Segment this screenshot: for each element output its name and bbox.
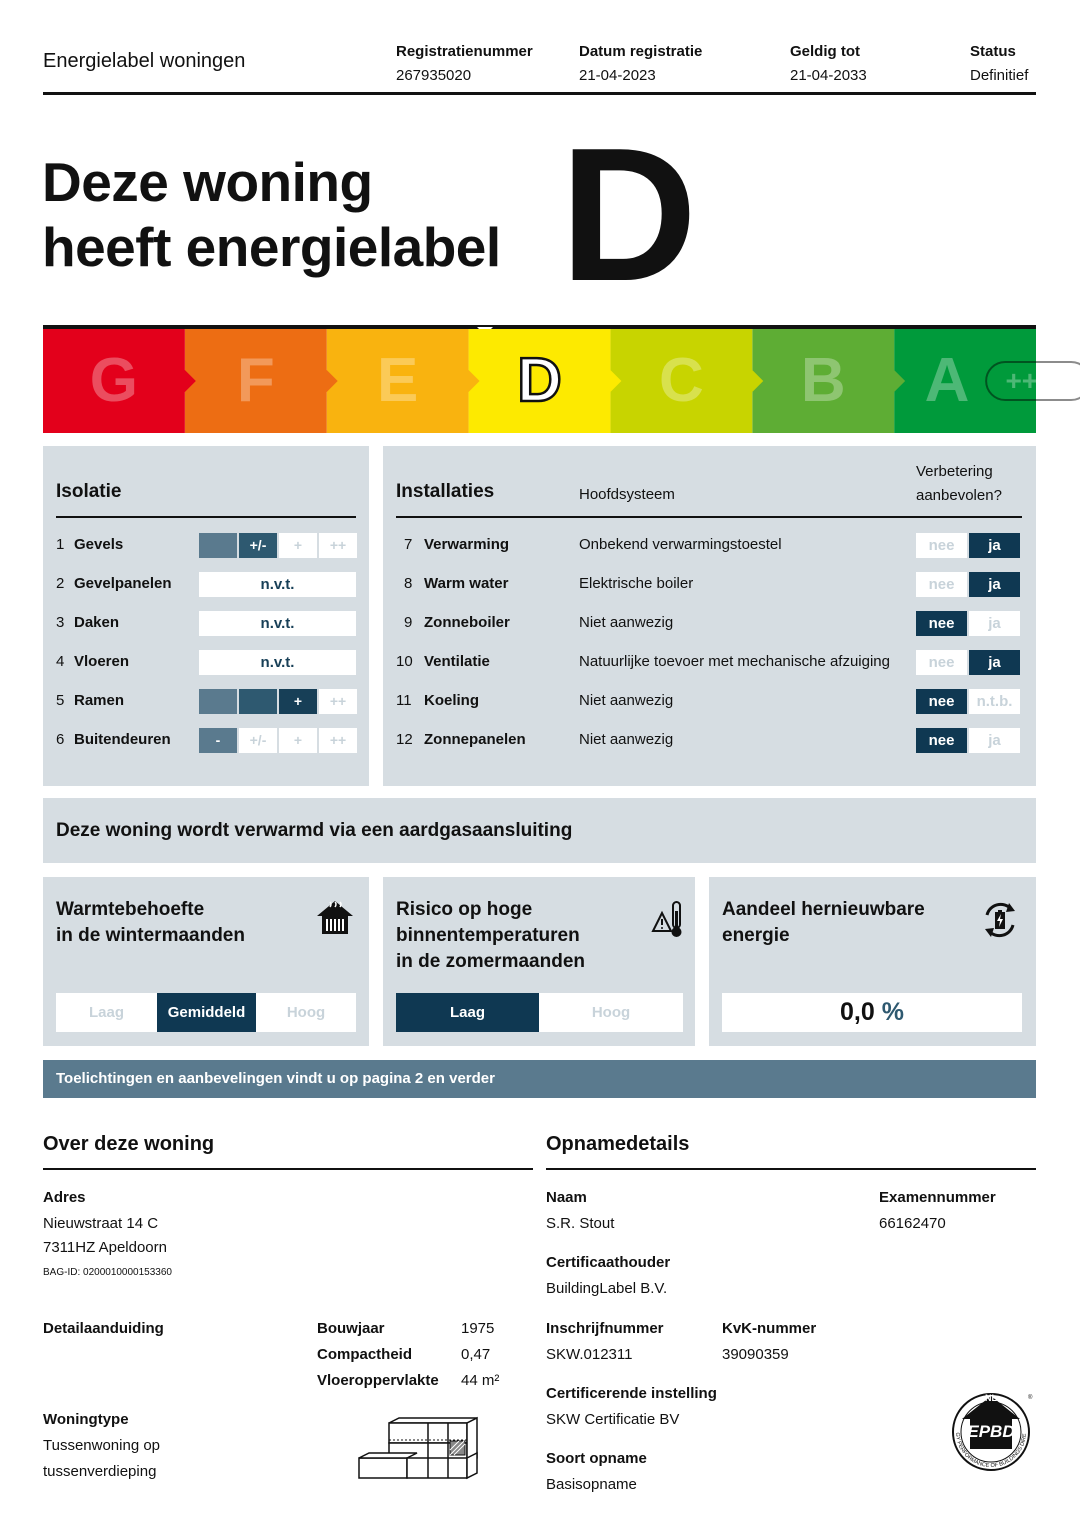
installatie-row [396,572,1022,596]
woning-section-title: Over deze woning [43,1133,215,1155]
row-number: 3 [56,614,65,631]
hernieuwbaar-unit: % [881,998,904,1026]
hernieuwbaar-value: 0,0 [840,998,875,1026]
kvk-value: 39090359 [722,1346,789,1363]
risico-title [396,897,585,975]
row-number: 1 [56,536,65,553]
recommendation-toggle [916,728,1020,753]
rating-boxes [199,689,357,714]
registered-mark: ® [1028,1395,1033,1401]
registratienummer-block [396,40,533,88]
row-name: Warm water [424,575,509,592]
isolatie-row [56,689,356,713]
rating-box: + [279,533,317,558]
hernieuwbaar-title-line2: energie [722,925,790,946]
option-laag-selected: Laag [396,993,539,1032]
epbd-logo-text: EPBD [967,1422,1015,1441]
row-name: Gevels [74,536,124,553]
headline-line2: heeft energielabel [42,216,501,278]
scale-letter-d: D [517,346,562,415]
verbetering-label-line2: aanbevolen? [916,487,1002,504]
recommendation-toggle [916,533,1020,558]
installatie-row [396,728,1022,752]
naam-value: S.R. Stout [546,1215,615,1232]
woning-divider [43,1168,533,1170]
risico-title-line3: in de zomermaanden [396,951,585,972]
row-number: 2 [56,575,65,592]
row-name: Zonneboiler [424,614,510,631]
epbd-logo-nl: NL [985,1393,997,1403]
rating-box [199,689,237,714]
option-hoog: Hoog [539,993,683,1032]
rating-nvt: n.v.t. [199,572,356,597]
compactheid-value: 0,47 [461,1346,491,1363]
recommendation-toggle [916,689,1020,714]
rating-box: + [279,728,317,753]
building-type-illustration [357,1417,479,1479]
geldig-label: Geldig tot [790,43,860,60]
examen-value: 66162470 [879,1215,946,1232]
vloer-label: Vloeroppervlakte [317,1372,439,1389]
option-nee: nee [916,650,967,675]
certificaathouder-label: Certificaathouder [546,1254,671,1271]
examen-label: Examennummer [879,1189,996,1206]
scale-letter-b: B [800,346,846,415]
recommendation-toggle [916,611,1020,636]
epbd-logo-ring-text: GY PERFORMANCE OF BUILDINGS DIRE [953,1432,1029,1470]
bouwjaar-label: Bouwjaar [317,1320,385,1337]
headline-line1: Deze woning [42,151,373,213]
status-block [970,40,1028,88]
certificaathouder-value: BuildingLabel B.V. [546,1280,668,1297]
rating-boxes [199,728,357,753]
scale-letter-e: E [376,346,419,415]
installatie-row [396,689,1022,713]
row-number: 11 [396,692,412,709]
row-name: Zonnepanelen [424,731,526,748]
option-gemiddeld-selected: Gemiddeld [157,993,256,1032]
risico-title-line2: binnentemperaturen [396,925,580,946]
warmtebehoefte-title-line2: in de wintermaanden [56,925,245,946]
scale-letter-a: A [924,346,970,415]
installatie-row [396,611,1022,635]
adres-label: Adres [43,1189,86,1206]
geldig-value: 21-04-2033 [790,67,867,84]
rating-box: ++ [319,689,357,714]
adres-line1: Nieuwstraat 14 C [43,1215,159,1232]
row-system: Elektrische boiler [579,575,694,592]
scale-letter-f: F [236,346,275,415]
rating-box [239,689,277,714]
rating-box [199,533,237,558]
option-ja: ja [969,611,1020,636]
detail-label: Detailaanduiding [43,1320,164,1337]
epbd-logo [948,1387,1034,1477]
scale-letter-c: C [658,346,704,415]
opname-section-title: Opnamedetails [546,1133,690,1155]
isolatie-panel [43,446,369,786]
isolatie-divider [56,516,356,518]
isolatie-row [56,572,356,596]
compactheid-label: Compactheid [317,1346,413,1363]
hernieuwbaar-card [709,877,1036,1046]
option-nee-selected: nee [916,728,967,753]
verbetering-label-line1: Verbetering [916,463,993,480]
installaties-panel [383,446,1036,786]
row-name: Koeling [424,692,479,709]
row-system: Natuurlijke toevoer met mechanische afzuiging [579,653,890,670]
warmtebehoefte-title-line1: Warmtebehoefte [56,899,205,920]
soort-value: Basisopname [546,1476,637,1493]
option-nee-selected: nee [916,611,967,636]
option-ja-selected: ja [969,533,1020,558]
scale-letter-g: G [89,346,139,415]
row-name: Verwarming [424,536,510,553]
row-number: 4 [56,653,65,670]
isolatie-title: Isolatie [56,481,122,502]
rating-box-selected: - [199,728,237,753]
datum-label: Datum registratie [579,43,703,60]
inschrijfnummer-value: SKW.012311 [546,1346,633,1363]
rating-box: ++ [319,728,357,753]
installaties-divider [396,516,1022,518]
datum-block [579,40,702,88]
row-number: 5 [56,692,65,709]
rating-box: ++ [319,533,357,558]
registratienummer-label: Registratienummer [396,43,533,60]
document-title: Energielabel woningen [43,50,246,72]
isolatie-row [56,728,356,752]
installatie-row [396,650,1022,674]
opname-divider [546,1168,1036,1170]
option-ja-selected: ja [969,572,1020,597]
rating-box-selected: +/- [239,533,277,558]
thermometer-warning-icon [651,899,687,939]
risico-title-line1: Risico op hoge [396,899,533,920]
registratienummer-value: 267935020 [396,67,472,84]
woningtype-line1: Tussenwoning op [43,1437,161,1454]
option-ja: ja [969,728,1020,753]
hernieuwbaar-title [722,897,925,949]
row-number: 12 [396,731,413,748]
row-number: 6 [56,731,65,748]
soort-label: Soort opname [546,1450,647,1467]
woningtype-line2: tussenverdieping [43,1463,157,1480]
gas-connection-notice: Deze woning wordt verwarmd via een aardgasaansluiting [43,798,1036,863]
recommendation-toggle [916,650,1020,675]
row-system: Onbekend verwarmingstoestel [579,536,782,553]
naam-label: Naam [546,1189,587,1206]
option-nee: nee [916,533,967,558]
instelling-value: SKW Certificatie BV [546,1411,680,1428]
geldig-block [790,40,867,88]
isolatie-row [56,650,356,674]
isolatie-row [56,533,356,557]
hoofdsysteem-label: Hoofdsysteem [579,486,675,503]
rating-nvt: n.v.t. [199,650,356,675]
warmtebehoefte-card [43,877,369,1046]
installaties-title: Installaties [396,481,495,502]
datum-value: 21-04-2023 [579,67,656,84]
rating-nvt: n.v.t. [199,611,356,636]
row-name: Ventilatie [424,653,490,670]
option-ja-selected: ja [969,650,1020,675]
row-name: Gevelpanelen [74,575,172,592]
option-nee-selected: nee [916,689,967,714]
row-number: 10 [396,653,413,670]
risico-card [383,877,695,1046]
renewable-energy-icon [979,899,1021,941]
vloer-value: 44 m² [461,1372,500,1389]
row-name: Buitendeuren [74,731,171,748]
installatie-row [396,533,1022,557]
isolatie-row [56,611,356,635]
option-nee: nee [916,572,967,597]
row-system: Niet aanwezig [579,731,674,748]
adres-line2: 7311HZ Apeldoorn [43,1239,167,1256]
row-name: Daken [74,614,120,631]
option-laag: Laag [56,993,157,1032]
rating-box: +/- [239,728,277,753]
row-number: 7 [404,536,413,553]
verbetering-label [916,460,1002,508]
recommendation-toggle [916,572,1020,597]
row-system: Niet aanwezig [579,614,674,631]
option-ntb: n.t.b. [969,689,1020,714]
warmtebehoefte-title [56,897,245,949]
woningtype-label: Woningtype [43,1411,129,1428]
row-name: Vloeren [74,653,130,670]
energy-label-letter: D [560,109,698,321]
rating-boxes [199,533,357,558]
inschrijfnummer-label: Inschrijfnummer [546,1320,664,1337]
kvk-label: KvK-nummer [722,1320,817,1337]
hernieuwbaar-percentage [722,993,1022,1032]
row-system: Niet aanwezig [579,692,674,709]
toelichting-notice: Toelichtingen en aanbevelingen vindt u op pagina 2 en verder [43,1060,1036,1098]
status-label: Status [970,43,1016,60]
instelling-label: Certificerende instelling [546,1385,717,1402]
risico-scale [396,993,683,1032]
energy-label-scale [43,329,1071,433]
bouwjaar-value: 1975 [461,1320,495,1337]
header-divider [43,92,1036,95]
warmtebehoefte-scale [56,993,356,1032]
status-value: Definitief [970,67,1029,84]
rating-box-selected: + [279,689,317,714]
option-hoog: Hoog [256,993,356,1032]
row-number: 8 [404,575,413,592]
a-plus-suffix: ++++ [1005,365,1071,396]
row-name: Ramen [74,692,125,709]
house-heating-icon [315,899,355,937]
row-number: 9 [404,614,413,631]
bag-id: BAG-ID: 0200010000153360 [43,1267,172,1278]
headline [42,150,501,280]
hernieuwbaar-title-line1: Aandeel hernieuwbare [722,899,925,920]
